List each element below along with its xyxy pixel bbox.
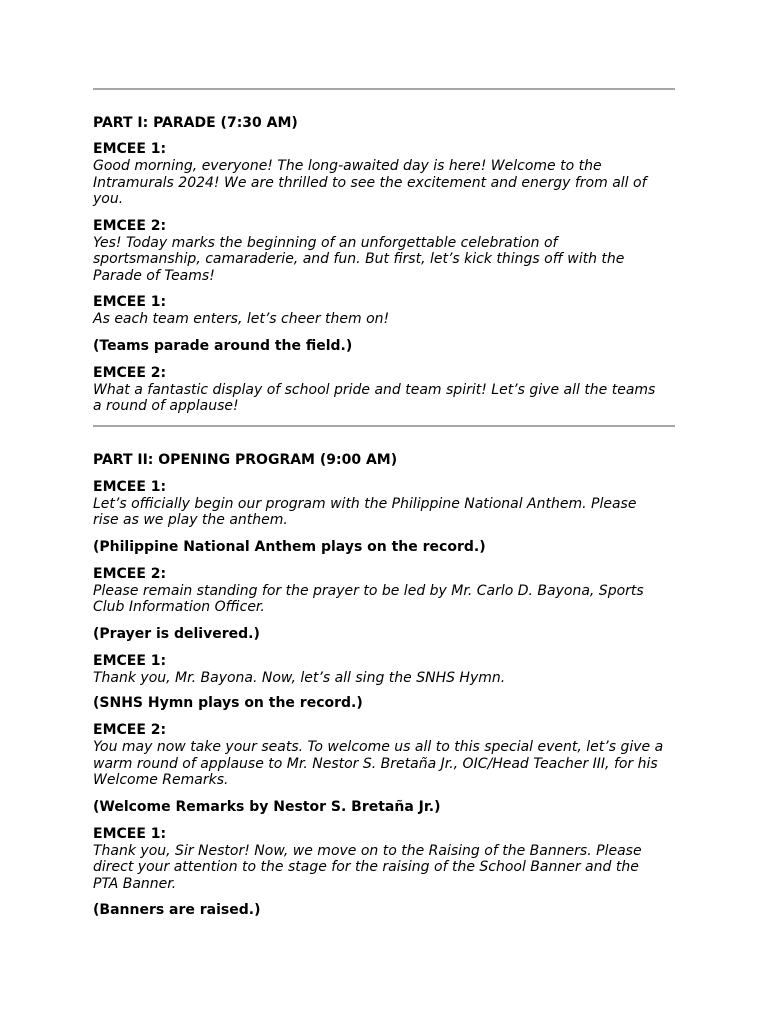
stage-direction: (Banners are raised.) — [93, 902, 261, 918]
dialogue-line: Thank you, Mr. Bayona. Now, let’s all sing the SNHS Hymn. — [93, 669, 506, 686]
dialogue-line: you. — [93, 191, 124, 207]
dialogue-line: direct your attention to the stage for the raising of the School Banner and the — [93, 859, 639, 875]
speaker-label: EMCEE 1: — [93, 478, 167, 495]
dialogue-line: Intramurals 2024! We are thrilled to see the excitement and energy from all of — [93, 174, 647, 191]
dialogue-line: rise as we play the anthem. — [93, 512, 288, 528]
dialogue-line: Good morning, everyone! The long-awaited day is here! Welcome to the — [93, 158, 602, 174]
dialogue-line: Club Information Officer. — [93, 599, 265, 615]
document-page — [93, 88, 675, 919]
part2-dialogue-3 — [93, 653, 675, 687]
stage-direction: (Prayer is delivered.) — [93, 625, 260, 642]
dialogue-line: What a fantastic display of school pride and team spirit! Let’s give all the teams — [93, 381, 656, 398]
dialogue-line: a round of applause! — [93, 398, 239, 414]
dialogue-line: Parade of Teams! — [93, 267, 215, 284]
part2-dialogue-2 — [93, 566, 675, 616]
speaker-label: EMCEE 1: — [93, 141, 167, 157]
dialogue-line: Please remain standing for the prayer to be led by Mr. Carlo D. Bayona, Sports — [93, 582, 644, 599]
speaker-label: EMCEE 1: — [93, 294, 167, 310]
dialogue-line: Yes! Today marks the beginning of an unforgettable celebration of — [93, 234, 558, 251]
dialogue-line: warm round of applause to Mr. Nestor S. Bretaña Jr., OIC/Head Teacher III, for his — [93, 755, 658, 772]
stage-direction: (Welcome Remarks by Nestor S. Bretaña Jr.) — [93, 798, 441, 815]
dialogue-line: As each team enters, let’s cheer them on! — [93, 311, 390, 327]
part2-dialogue-5 — [93, 826, 675, 893]
speaker-label: EMCEE 2: — [93, 722, 167, 738]
part2-title: PART II: OPENING PROGRAM (9:00 AM) — [93, 451, 398, 468]
dialogue-line: Thank you, Sir Nestor! Now, we move on to the Raising of the Banners. Please — [93, 842, 642, 859]
part1-dialogue-3 — [93, 294, 675, 328]
dialogue-line: PTA Banner. — [93, 875, 177, 892]
stage-direction: (Teams parade around the field.) — [93, 337, 353, 354]
speaker-label: EMCEE 1: — [93, 652, 167, 669]
stage-direction: (SNHS Hymn plays on the record.) — [93, 695, 363, 711]
part1-dialogue-1 — [93, 141, 675, 208]
dialogue-line: Let’s officially begin our program with the Philippine National Anthem. Please — [93, 495, 637, 512]
speaker-label: EMCEE 2: — [93, 364, 167, 381]
speaker-label: EMCEE 1: — [93, 825, 167, 842]
speaker-label: EMCEE 2: — [93, 217, 167, 234]
stage-direction: (Philippine National Anthem plays on the record.) — [93, 538, 486, 555]
dialogue-line: Welcome Remarks. — [93, 772, 229, 788]
part1-title: PART I: PARADE (7:30 AM) — [93, 115, 298, 131]
section-divider — [93, 425, 675, 427]
top-divider — [93, 88, 675, 90]
part2-dialogue-1 — [93, 479, 675, 529]
part2-dialogue-4 — [93, 722, 675, 789]
part1-dialogue-4 — [93, 365, 675, 415]
part1-dialogue-2 — [93, 218, 675, 285]
speaker-label: EMCEE 2: — [93, 565, 167, 582]
dialogue-line: sportsmanship, camaraderie, and fun. But first, let’s kick things off with the — [93, 251, 625, 267]
dialogue-line: You may now take your seats. To welcome us all to this special event, let’s give a — [93, 739, 664, 755]
